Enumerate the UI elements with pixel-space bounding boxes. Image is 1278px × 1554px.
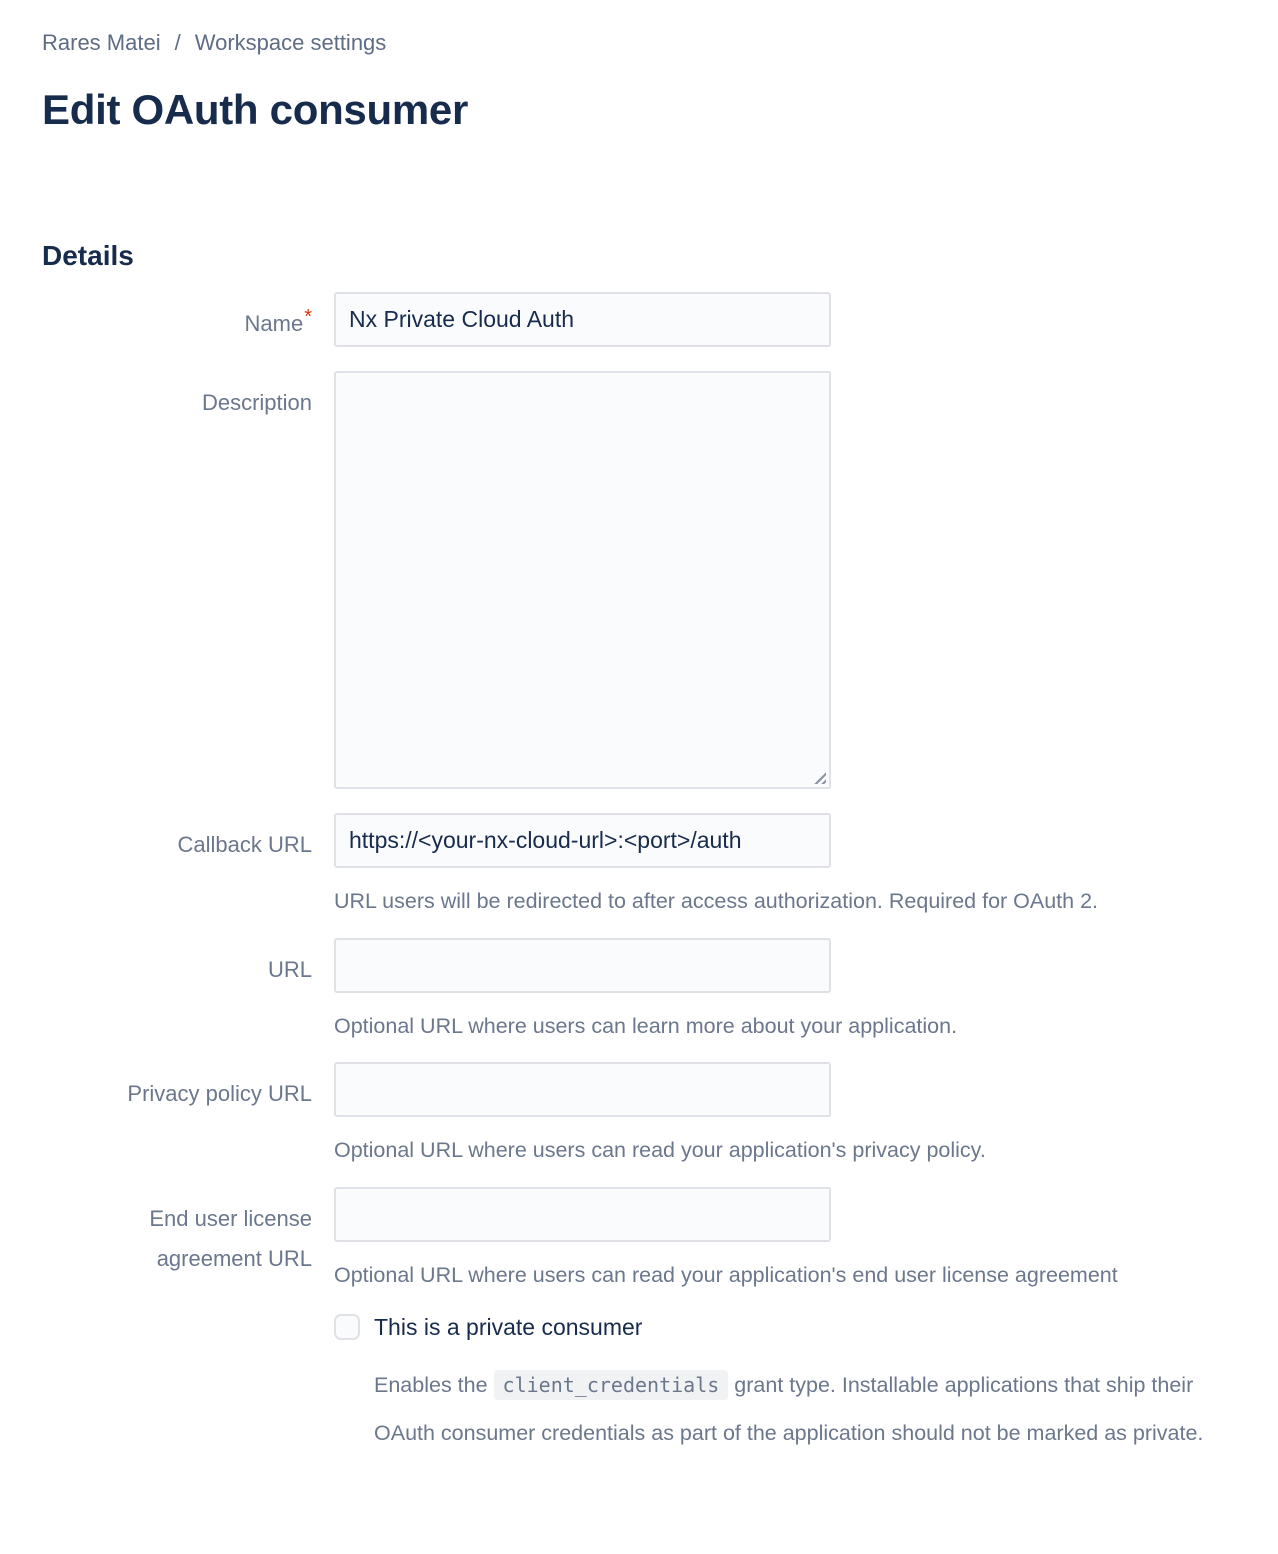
description-textarea[interactable] bbox=[334, 371, 831, 789]
breadcrumb-workspace-settings-link[interactable]: Workspace settings bbox=[194, 30, 387, 55]
name-label-text: Name bbox=[244, 311, 304, 336]
name-field-row bbox=[42, 292, 1238, 347]
eula-url-input[interactable] bbox=[334, 1187, 831, 1242]
private-help-prefix: Enables the bbox=[374, 1372, 488, 1397]
breadcrumb-separator: / bbox=[174, 30, 181, 55]
callback-url-input[interactable] bbox=[334, 813, 831, 868]
required-asterisk: * bbox=[304, 305, 312, 328]
description-label: Description bbox=[201, 390, 312, 415]
eula-url-label: End user license agreement URL bbox=[149, 1205, 312, 1271]
private-consumer-help-text bbox=[374, 1361, 1206, 1457]
url-input[interactable] bbox=[334, 938, 831, 993]
url-label: URL bbox=[267, 956, 312, 982]
url-field-row bbox=[42, 938, 1238, 1039]
eula-url-help-text: Optional URL where users can read your application's end user license agreement bbox=[334, 1262, 1118, 1287]
privacy-policy-url-label: Privacy policy URL bbox=[127, 1081, 312, 1107]
eula-url-field-row bbox=[42, 1187, 1238, 1288]
breadcrumb bbox=[42, 30, 1238, 56]
privacy-policy-url-input[interactable] bbox=[334, 1062, 831, 1117]
private-consumer-label[interactable]: This is a private consumer bbox=[374, 1313, 643, 1340]
private-consumer-row bbox=[334, 1314, 1238, 1341]
description-field-row bbox=[42, 371, 1238, 789]
name-label bbox=[42, 292, 312, 347]
client-credentials-code-chip: client_credentials bbox=[494, 1370, 729, 1400]
oauth-consumer-form bbox=[42, 292, 1238, 1457]
page-title: Edit OAuth consumer bbox=[42, 86, 468, 133]
callback-url-field-row bbox=[42, 813, 1238, 914]
details-section-title: Details bbox=[42, 240, 134, 271]
privacy-policy-url-help-text: Optional URL where users can read your application's privacy policy. bbox=[334, 1138, 986, 1163]
breadcrumb-workspace-link[interactable]: Rares Matei bbox=[42, 30, 161, 55]
callback-url-help-text: URL users will be redirected to after access authorization. Required for OAuth 2. bbox=[334, 889, 1099, 913]
privacy-policy-url-field-row bbox=[42, 1062, 1238, 1163]
callback-url-label: Callback URL bbox=[177, 832, 312, 857]
url-help-text: Optional URL where users can learn more about your application. bbox=[334, 1013, 958, 1038]
name-input[interactable] bbox=[334, 292, 831, 347]
private-consumer-checkbox[interactable] bbox=[334, 1314, 360, 1340]
private-help-suffix: grant type. Installable applications that ship their OAuth consumer credentials as part of the application should not be marked as private. bbox=[374, 1372, 1204, 1445]
